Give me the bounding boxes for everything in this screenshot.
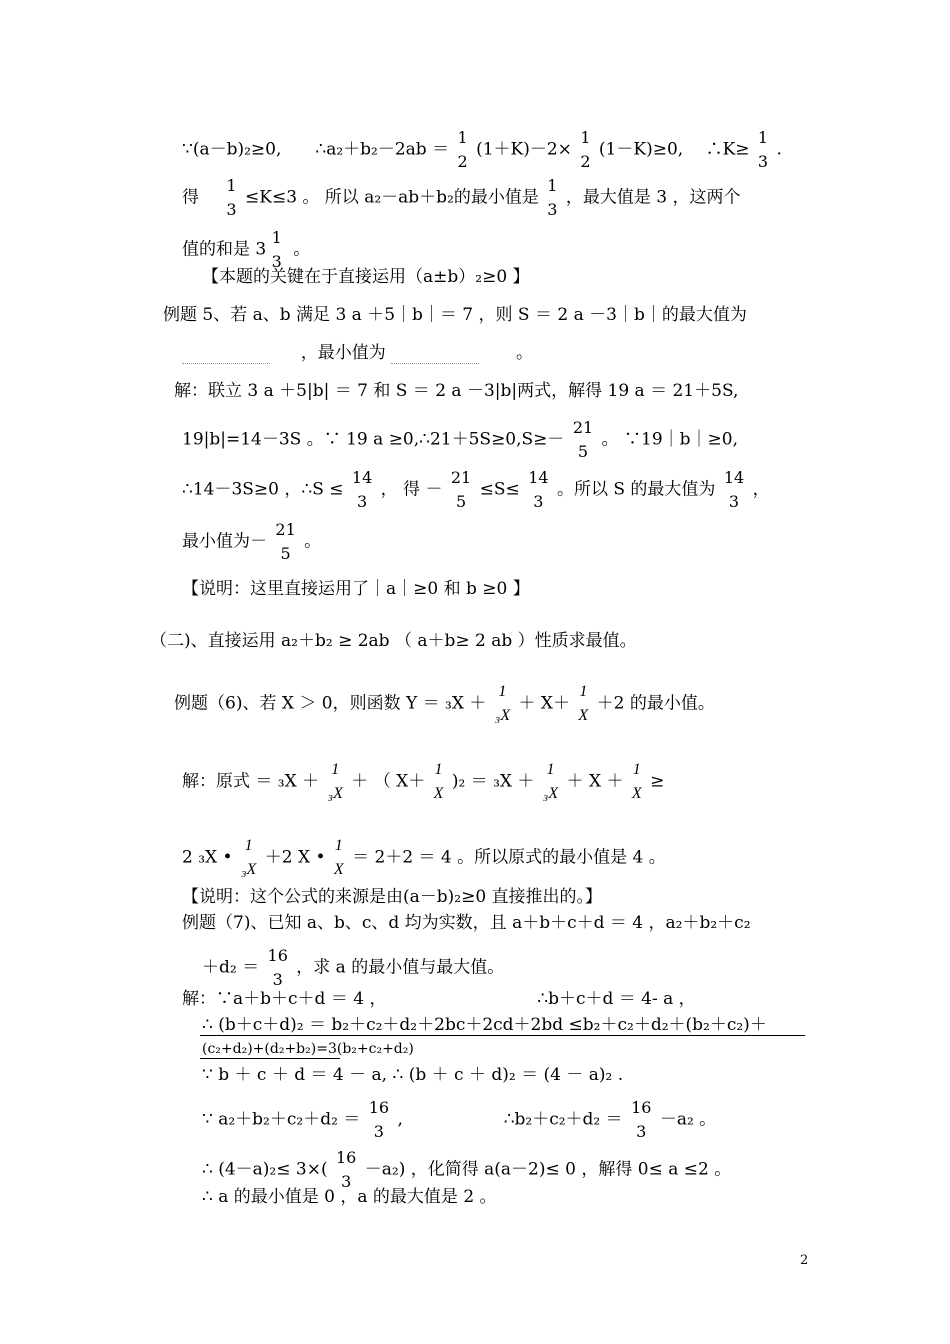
text: 。 [516, 343, 534, 363]
line-1 [182, 126, 782, 174]
line-17: 例题（7)、已知 a、b、c、d 均为实数，且 a＋b＋c＋d ＝ 4 ，a₂＋b₂＋c₂ [182, 913, 751, 933]
fraction: 1 2 [580, 128, 591, 171]
text: . [776, 139, 782, 160]
text: 。 ∵19｜b｜≥0, [601, 429, 738, 450]
fraction: 21 5 [275, 520, 296, 563]
answer-blank[interactable] [391, 345, 479, 364]
line-25: ∴ a 的最小值是 0 ，a 的最大值是 2 。 [202, 1187, 497, 1207]
text: ＋ X ＋ [566, 771, 624, 792]
text: 。所以 S 的最大值为 [556, 479, 716, 500]
text: ∴14－3S≥0 ，∴S ≤ [182, 479, 344, 500]
fraction: 16 3 [336, 1148, 357, 1191]
fraction: 1 X [631, 761, 642, 802]
line-23 [202, 1096, 716, 1144]
fraction: 1 ₃X [240, 837, 257, 878]
line-22: ∵ b ＋ c ＋ d ＝ 4 － a, ∴ (b ＋ c ＋ d)₂ ＝ (4 － a)₂ . [202, 1065, 624, 1085]
fraction: 21 5 [572, 418, 594, 461]
line-18 [202, 944, 504, 992]
fraction: 1 X [433, 761, 444, 802]
text: 。 [304, 531, 322, 552]
text: ∴ (4－a)₂≤ 3×( [202, 1159, 328, 1180]
text: ≤K≤3 。 所以 a₂－ab＋b₂的最小值是 [245, 187, 539, 208]
fraction: 1 3 [271, 228, 282, 271]
text: ， [752, 479, 770, 500]
fraction: 14 3 [723, 468, 745, 511]
answer-blank[interactable] [182, 345, 270, 364]
text: ＝ 2＋2 ＝ 4 。所以原式的最小值是 4 。 [352, 847, 666, 868]
text: ，最大值是 3 ，这两个 [565, 187, 741, 208]
fraction: 21 5 [450, 468, 472, 511]
fraction: 16 3 [267, 946, 288, 989]
text: , [397, 1109, 403, 1130]
text: 例题（6)、若 X ＞ 0，则函数 Y ＝ ₃X ＋ [174, 693, 487, 714]
text: ＋d₂ ＝ [202, 957, 260, 978]
line-8 [182, 416, 738, 464]
fraction: 14 3 [528, 468, 549, 511]
text: 得 [182, 187, 199, 208]
text: ≤S≤ [479, 479, 520, 500]
text: (1＋K)－2× [476, 139, 572, 160]
line-10 [182, 518, 321, 566]
text: －a₂) ，化简得 a(a－2)≤ 0 ，解得 0≤ a ≤2 。 [364, 1159, 732, 1180]
fraction: 1 ₃X [327, 761, 343, 802]
fraction: 16 3 [631, 1098, 652, 1141]
fraction: 1 3 [547, 176, 558, 219]
text: ∵ a₂＋b₂＋c₂＋d₂ ＝ [202, 1109, 361, 1130]
line-16: 【说明：这个公式的来源是由(a－b)₂≥0 直接推出的。】 [182, 887, 603, 907]
line-20: ∴ (b＋c＋d)₂ ＝ b₂＋c₂＋d₂＋2bc＋2cd＋2bd ≤b₂＋c₂＋d₂＋(b₂＋c₂)＋ [202, 1015, 767, 1035]
fraction: 1 3 [226, 176, 237, 219]
text: ＋2 的最小值。 [596, 693, 715, 714]
text: 2 ₃X • [182, 847, 233, 868]
fraction: 16 3 [368, 1098, 390, 1141]
text: －a₂ 。 [659, 1109, 717, 1130]
text: ∵(a－b)₂≥0, ∴a₂＋b₂－2ab ＝ [182, 139, 450, 160]
text: ＋ X＋ [518, 693, 571, 714]
text: ，最小值为 [300, 343, 386, 363]
line-2 [182, 174, 741, 222]
fraction: 1 ₃X [494, 683, 511, 724]
fraction: 14 3 [351, 468, 373, 511]
line-5: 例题 5、若 a、b 满足 3 a ＋5｜b｜＝ 7 ，则 S ＝ 2 a －3｜b｜的最大值为 [163, 305, 747, 325]
text: ∴b₂＋c₂＋d₂ ＝ [503, 1109, 623, 1130]
line-6 [182, 342, 533, 364]
line-15 [182, 834, 666, 882]
text: )₂ ＝ ₃X ＋ [451, 771, 535, 792]
text: 值的和是 3 [182, 239, 267, 260]
line-13 [174, 680, 715, 728]
text: ≥ [650, 771, 665, 792]
text: 19|b|=14－3S 。∵ 19 a ≥0,∴21＋5S≥0,S≥－ [182, 429, 565, 450]
page-number: 2 [800, 1253, 809, 1268]
rule [200, 1035, 805, 1036]
text: (1－K)≥0, ∴K≥ [598, 139, 750, 160]
text: 解：∵a＋b＋c＋d ＝ 4 ， [182, 989, 387, 1009]
fraction: 1 ₃X [542, 761, 559, 802]
text: ∴b＋c＋d ＝ 4- a ， [537, 989, 696, 1009]
text: ， 得 － [380, 479, 443, 500]
text: 解：原式 ＝ ₃X ＋ [182, 771, 320, 792]
line-11: 【说明：这里直接运用了｜a｜≥0 和 b ≥0 】 [182, 579, 530, 599]
line-14 [182, 758, 664, 806]
line-12: （二)、直接运用 a₂＋b₂ ≥ 2ab （ a＋b≥ 2 ab ）性质求最值。 [150, 631, 637, 651]
fraction: 1 3 [757, 128, 769, 171]
text: ＋2 X • [264, 847, 326, 868]
line-9 [182, 466, 770, 514]
text: 最小值为－ [182, 531, 267, 552]
fraction: 1 X [333, 837, 344, 878]
fraction: 1 X [578, 683, 589, 724]
line-7: 解：联立 3 a ＋5|b| ＝ 7 和 S ＝ 2 a －3|b|两式，解得 19 a ＝ 21＋5S, [174, 381, 739, 401]
line-21: (c₂+d₂)+(d₂+b₂)=3(b₂+c₂+d₂) [202, 1041, 414, 1057]
rule [200, 1058, 340, 1059]
text: ＋ （ X＋ [351, 771, 426, 792]
fraction: 1 2 [457, 128, 468, 171]
line-19 [182, 988, 696, 1010]
text: 。 [293, 239, 311, 260]
text: ，求 a 的最小值与最大值。 [296, 957, 505, 978]
line-4: 【本题的关键在于直接运用（a±b）₂≥0 】 [202, 267, 530, 287]
